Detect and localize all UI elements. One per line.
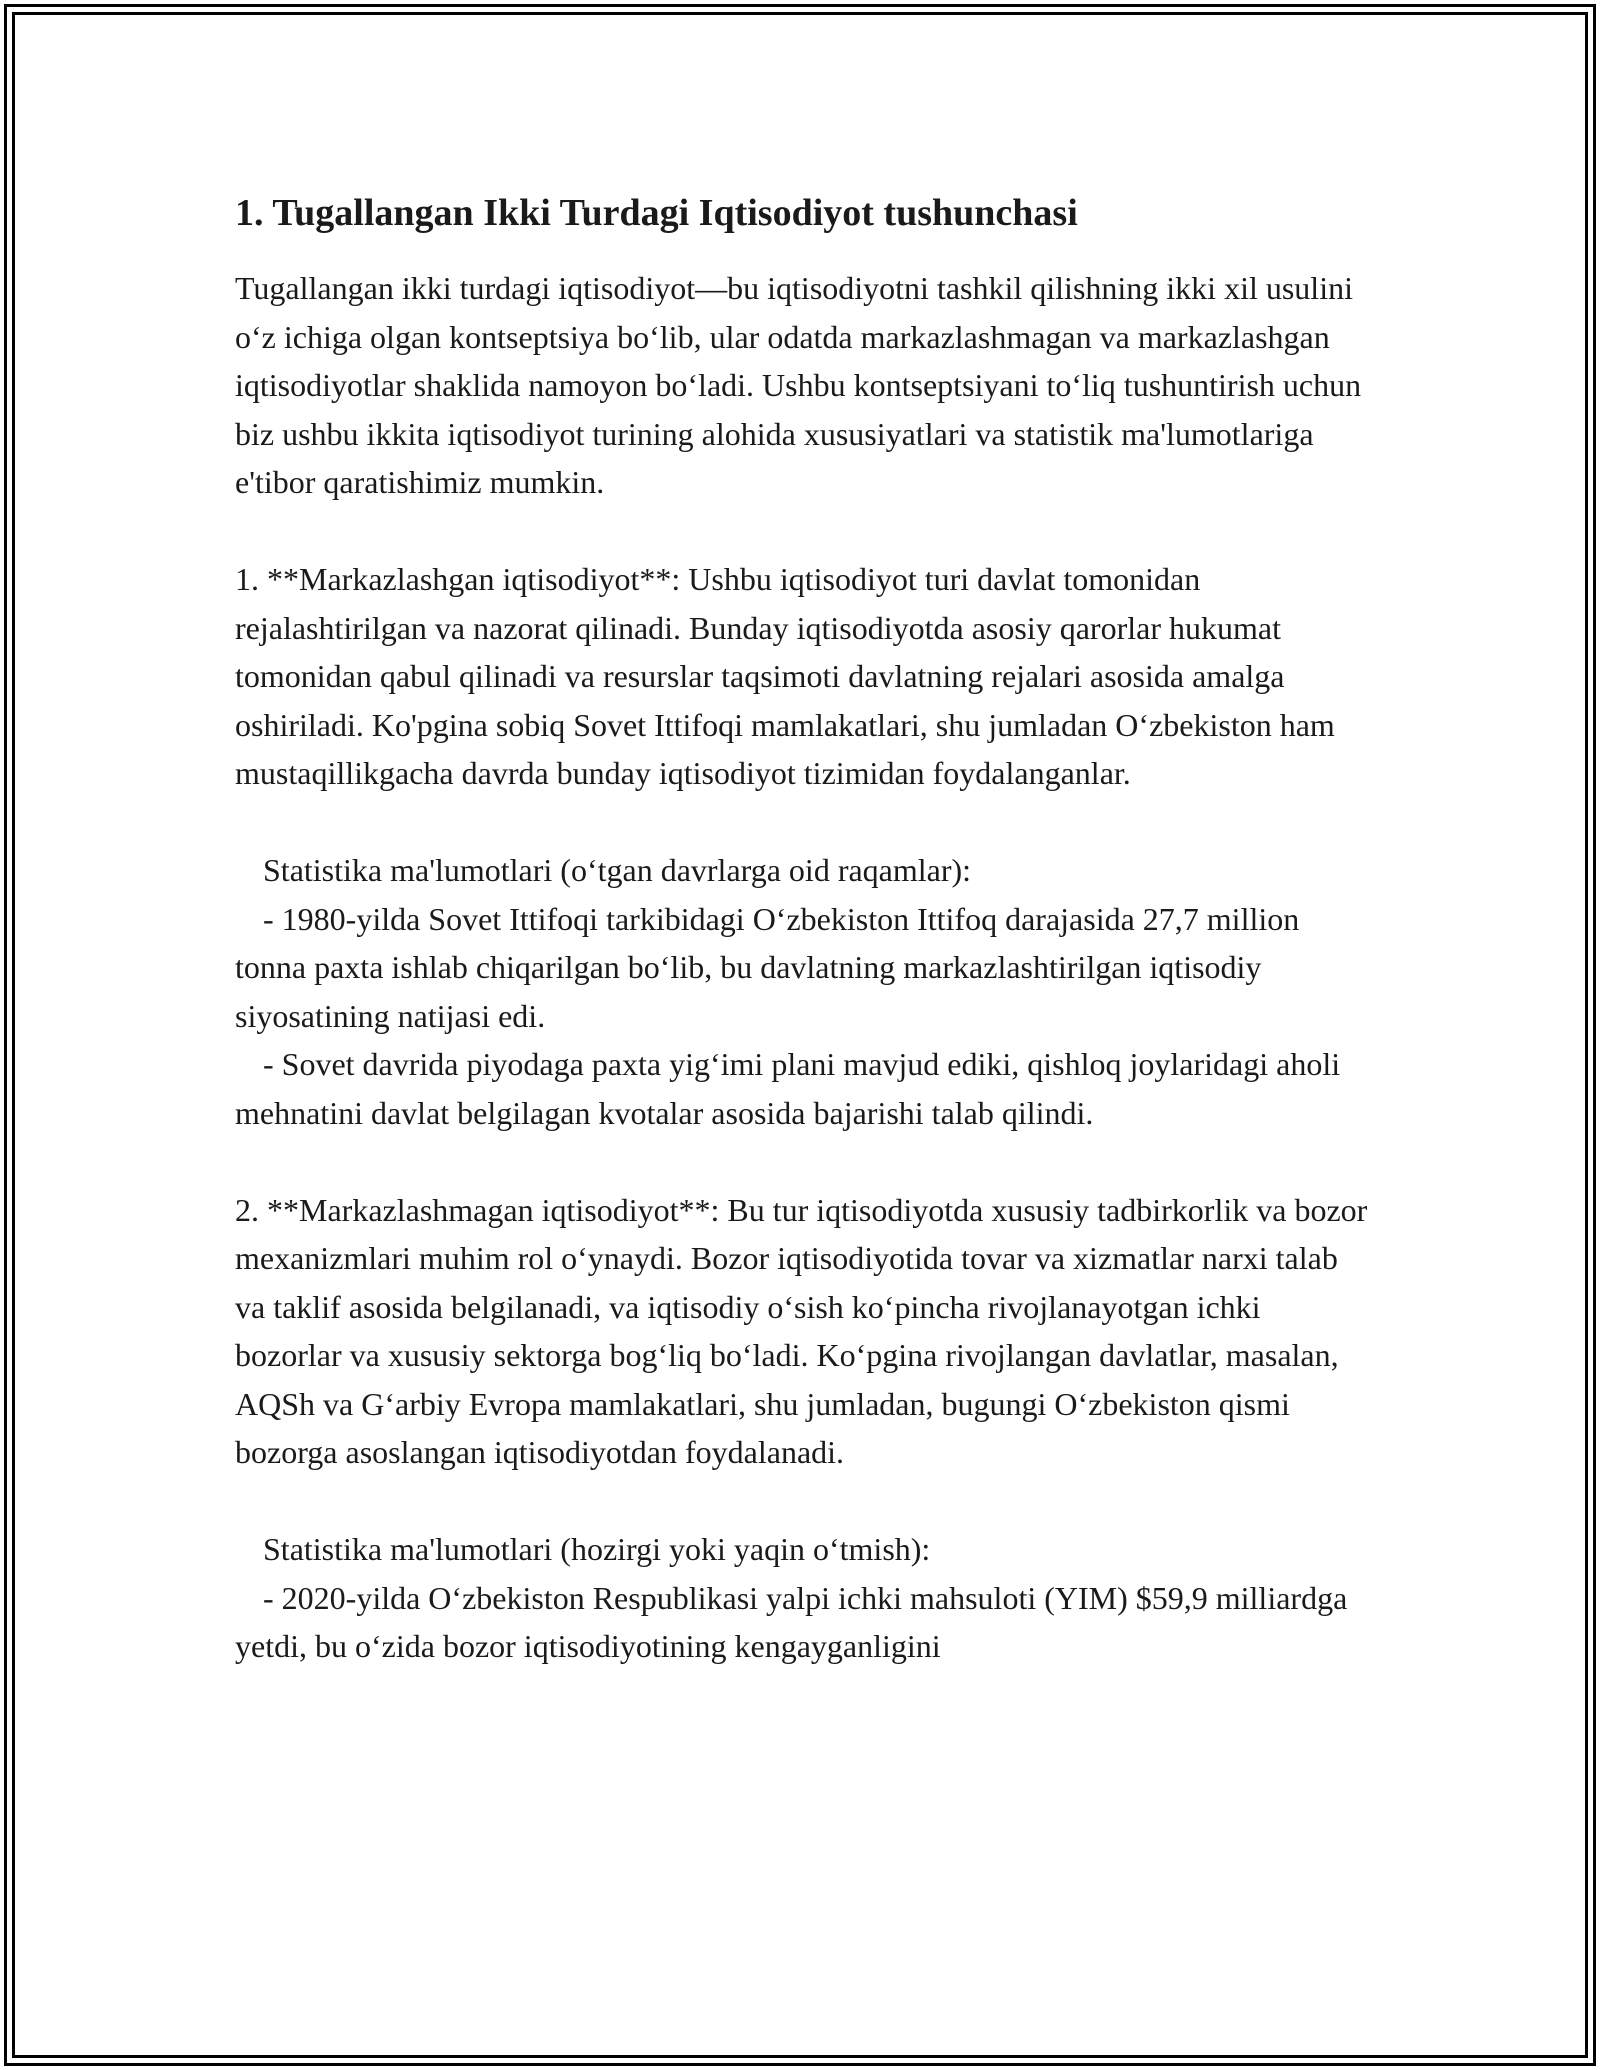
paragraph-gap <box>235 1137 1375 1186</box>
section1-bullet-2 <box>235 1040 1375 1137</box>
page-title: 1. Tugallangan Ikki Turdagi Iqtisodiyot tushunchasi <box>235 192 1078 234</box>
paragraph-gap <box>235 798 1375 847</box>
section2-paragraph: 2. **Markazlashmagan iqtisodiyot**: Bu tur iqtisodiyotda xususiy tadbirkorlik va bozor mexanizmlari muhim rol o‘ynaydi. Bozor iqtisodiyotida tovar va xizmatlar narxi talab va taklif asosida belgilanadi, va iqtisodiy o‘sish ko‘pincha rivojlanayotgan ichki bozorlar va xususiy sektorga bog‘liq bo‘ladi. Ko‘pgina rivojlangan davlatlar, masalan, AQSh va G‘arbiy Evropa mamlakatlari, shu jumladan, bugungi O‘zbekiston qismi bozorga asoslangan iqtisodiyotdan foydalanadi. <box>235 1191 1376 1470</box>
section2-bullet-1 <box>235 1574 1375 1671</box>
intro-paragraph: Tugallangan ikki turdagi iqtisodiyot—bu iqtisodiyotni tashkil qilishning ikki xil usulini o‘z ichiga olgan kontseptsiya bo‘lib, ular odatda markazlashmagan va markazlashgan iqtisodiyotlar shaklida namoyon bo‘ladi. Ushbu kontseptsiyani to‘liq tushuntirish uchun biz ushbu ikkita iqtisodiyot turining alohida xususiyatlari va statistik ma'lumotlariga e'tibor qaratishimiz mumkin. <box>235 270 1370 500</box>
section2-stats-title: Statistika ma'lumotlari (hozirgi yoki yaqin o‘tmish): <box>263 1531 931 1567</box>
section1-bullet-2-text: - Sovet davrida piyodaga paxta yig‘imi plani mavjud ediki, qishloq joylaridagi aholi mehnatini davlat belgilagan kvotalar asosida bajarishi talab qilindi. <box>235 1046 1349 1131</box>
section1-stats-title: Statistika ma'lumotlari (o‘tgan davrlarga oid raqamlar): <box>263 852 972 888</box>
section2-bullet-1-text: - 2020-yilda O‘zbekiston Respublikasi yalpi ichki mahsuloti (YIM) $59,9 milliardga yetdi, bu o‘zida bozor iqtisodiyotining kengayganligini <box>235 1579 1356 1664</box>
section1-bullet-1 <box>235 895 1375 1041</box>
section1-bullet-1-text: - 1980-yilda Sovet Ittifoqi tarkibidagi O‘zbekiston Ittifoq darajasida 27,7 million tonna paxta ishlab chiqarilgan bo‘lib, bu davlatning markazlashtirilgan iqtisodiy siyosatining natijasi edi. <box>235 900 1308 1034</box>
document-body <box>235 190 1375 1671</box>
paragraph-gap <box>235 1477 1375 1526</box>
section1-paragraph: 1. **Markazlashgan iqtisodiyot**: Ushbu iqtisodiyot turi davlat tomonidan rejalashtirilgan va nazorat qilinadi. Bunday iqtisodiyotda asosiy qarorlar hukumat tomonidan qabul qilinadi va resurslar taqsimoti davlatning rejalari asosida amalga oshiriladi. Ko'pgina sobiq Sovet Ittifoqi mamlakatlari, shu jumladan O‘zbekiston ham mustaqillikgacha davrda bunday iqtisodiyot tizimidan foydalanganlar. <box>235 561 1343 791</box>
paragraph-gap <box>235 507 1375 556</box>
